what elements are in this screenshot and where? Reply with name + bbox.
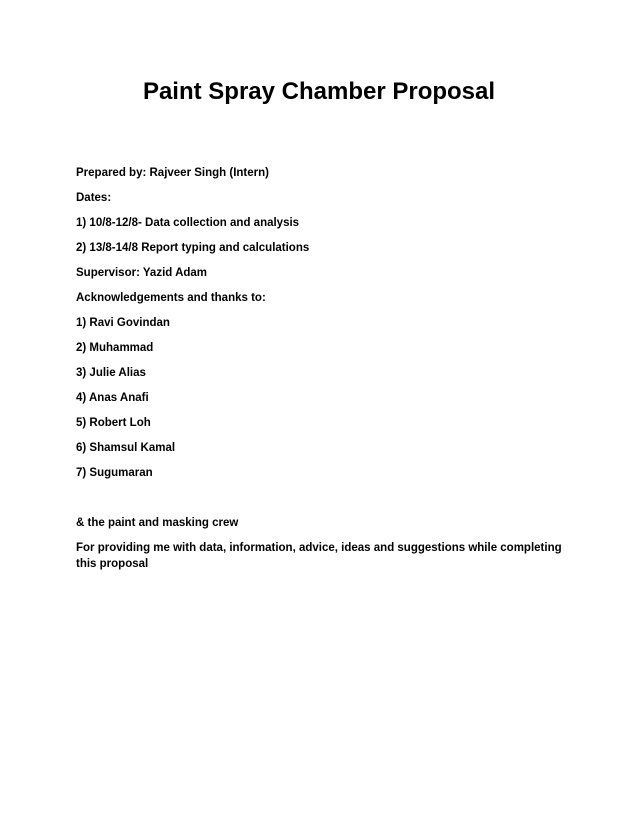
acknowledgement-item: 6) Shamsul Kamal bbox=[76, 442, 176, 454]
date-item: 2) 13/8-14/8 Report typing and calculations bbox=[76, 242, 310, 254]
document-title: Paint Spray Chamber Proposal bbox=[142, 78, 496, 105]
crew-line: & the paint and masking crew bbox=[76, 517, 239, 529]
acknowledgement-item: 2) Muhammad bbox=[76, 342, 154, 354]
dates-list bbox=[76, 215, 571, 256]
prepared-by-line: Prepared by: Rajveer Singh (Intern) bbox=[76, 167, 269, 179]
date-item: 1) 10/8-12/8- Data collection and analysis bbox=[76, 217, 300, 229]
section-spacer bbox=[76, 490, 571, 515]
closing-paragraph: For providing me with data, information, advice, ideas and suggestions while completing this proposal bbox=[76, 542, 562, 570]
acknowledgement-item: 3) Julie Alias bbox=[76, 367, 146, 379]
acknowledgement-item: 4) Anas Anafi bbox=[76, 392, 149, 404]
document-body bbox=[76, 165, 571, 572]
acknowledgement-item: 1) Ravi Govindan bbox=[76, 317, 170, 329]
supervisor-line: Supervisor: Yazid Adam bbox=[76, 267, 208, 279]
acknowledgement-item: 7) Sugumaran bbox=[76, 467, 153, 479]
dates-label: Dates: bbox=[76, 192, 112, 204]
acknowledgement-item: 5) Robert Loh bbox=[76, 417, 151, 429]
acknowledgements-list bbox=[76, 315, 571, 481]
acknowledgements-label: Acknowledgements and thanks to: bbox=[76, 292, 266, 304]
